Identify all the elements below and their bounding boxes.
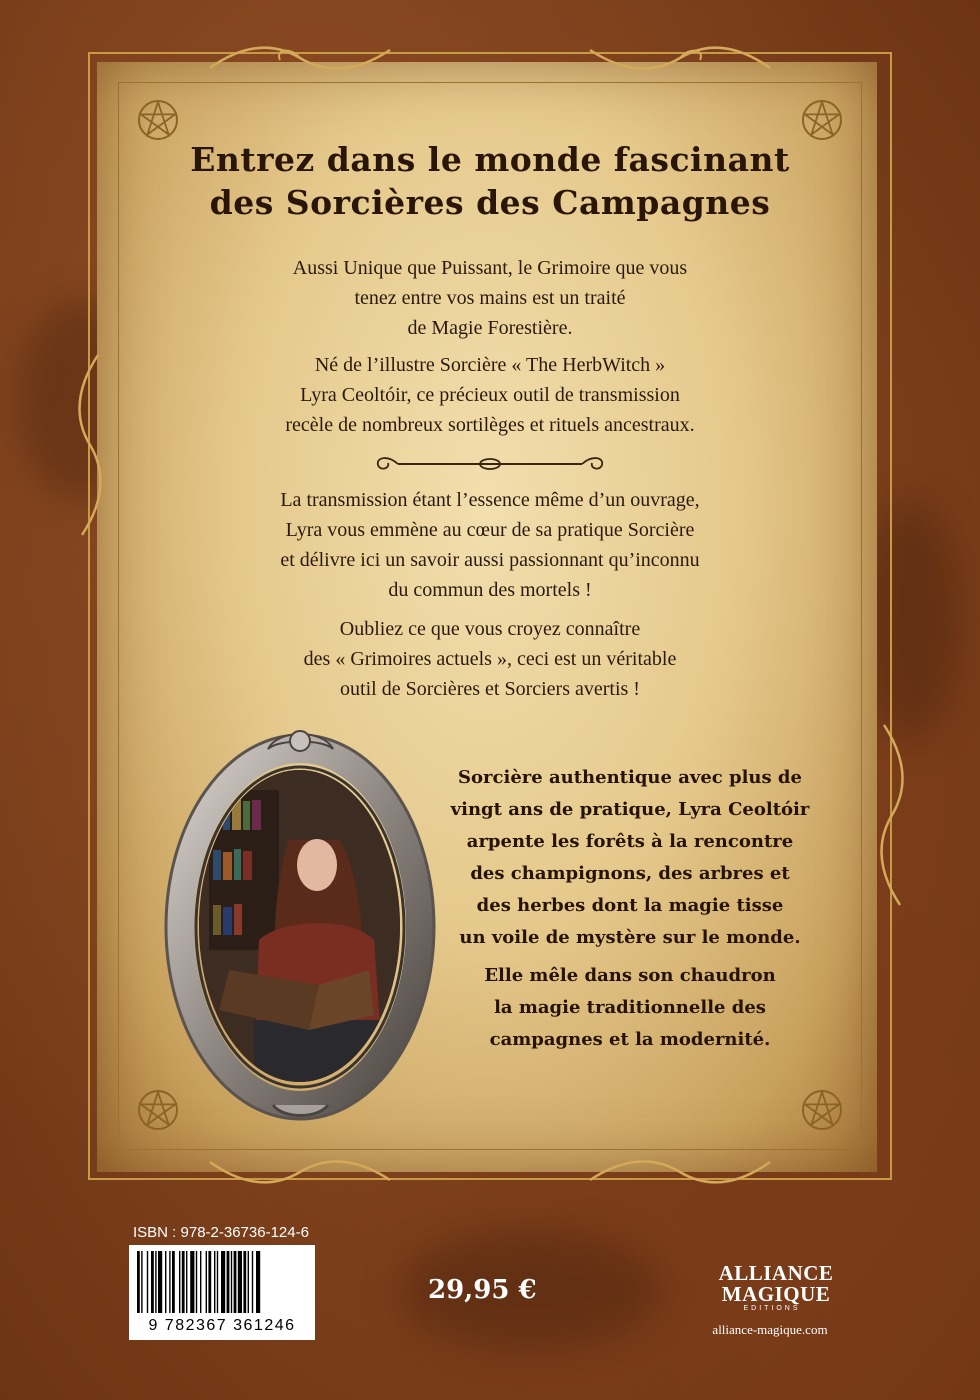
flourish-bottom-right bbox=[585, 1152, 775, 1192]
text-line: et délivre ici un savoir aussi passionnant qu’inconnu bbox=[280, 549, 700, 571]
text-line: Lyra vous emmène au cœur de sa pratique Sorcière bbox=[285, 519, 695, 541]
pentagram-icon bbox=[800, 1088, 844, 1132]
barcode-bar bbox=[217, 1251, 218, 1313]
text-line: vingt ans de pratique, Lyra Ceoltóir bbox=[450, 799, 810, 820]
barcode-bar bbox=[208, 1251, 211, 1313]
barcode-bar bbox=[238, 1251, 242, 1313]
text-line: Lyra Ceoltóir, ce précieux outil de transmission bbox=[300, 384, 680, 406]
barcode-bar bbox=[206, 1251, 207, 1313]
barcode-bar bbox=[182, 1251, 185, 1313]
publisher-logo-line-2: MAGIQUE bbox=[721, 1282, 831, 1306]
flourish-right bbox=[872, 720, 912, 910]
barcode-bar bbox=[151, 1251, 154, 1313]
author-bio-paragraph-2 bbox=[430, 960, 830, 1056]
pentagram-icon bbox=[800, 98, 844, 142]
barcode-bar bbox=[252, 1251, 253, 1313]
barcode-number: 9 782367 361246 bbox=[148, 1317, 296, 1334]
text-line: tenez entre vos mains est un traité bbox=[354, 287, 626, 309]
isbn-label: ISBN : 978-2-36736-124-6 bbox=[133, 1224, 309, 1241]
text-line: du commun des mortels ! bbox=[388, 579, 592, 601]
barcode-bar bbox=[248, 1251, 249, 1313]
text-line: outil de Sorcières et Sorciers avertis ! bbox=[340, 678, 640, 700]
barcode-bar bbox=[141, 1251, 142, 1313]
publisher-website: alliance-magique.com bbox=[712, 1322, 828, 1337]
barcode-bars bbox=[129, 1245, 315, 1315]
text-line: La transmission étant l’essence même d’un ouvrage, bbox=[280, 489, 700, 511]
text-line: campagnes et la modernité. bbox=[489, 1029, 771, 1050]
author-bio-paragraph-1 bbox=[420, 762, 840, 954]
text-line: un voile de mystère sur le monde. bbox=[459, 927, 801, 948]
flourish-bottom-left bbox=[205, 1152, 395, 1192]
text-line: Sorcière authentique avec plus de bbox=[458, 767, 802, 788]
publisher-logo-line-1: ALLIANCE bbox=[718, 1261, 834, 1285]
barcode-bar bbox=[200, 1251, 201, 1313]
barcode-bar bbox=[155, 1251, 156, 1313]
text-line: des champignons, des arbres et bbox=[470, 863, 790, 884]
barcode-bar bbox=[227, 1251, 230, 1313]
text-line: Elle mêle dans son chaudron bbox=[484, 965, 776, 986]
flourish-top-right bbox=[585, 38, 775, 78]
text-line: arpente les forêts à la rencontre bbox=[466, 831, 794, 852]
text-line: recèle de nombreux sortilèges et rituels ancestraux. bbox=[285, 414, 695, 436]
barcode-bar bbox=[256, 1251, 260, 1313]
text-line: la magie traditionnelle des bbox=[494, 997, 766, 1018]
flourish-top-left bbox=[205, 38, 395, 78]
text-line: Né de l’illustre Sorcière « The HerbWitch » bbox=[314, 354, 666, 376]
publisher-logo bbox=[706, 1263, 846, 1305]
barcode-bar bbox=[186, 1251, 187, 1313]
headline-line-1: Entrez dans le monde fascinant bbox=[190, 140, 790, 179]
flourish-left bbox=[70, 350, 110, 540]
barcode-bar bbox=[221, 1251, 225, 1313]
intro-paragraph-1 bbox=[170, 253, 810, 343]
barcode-bar bbox=[214, 1251, 215, 1313]
barcode-bar bbox=[243, 1251, 246, 1313]
barcode-bar bbox=[165, 1251, 166, 1313]
barcode-bar bbox=[234, 1251, 237, 1313]
intro-paragraph-2 bbox=[170, 350, 810, 440]
text-line: Oubliez ce que vous croyez connaître bbox=[339, 618, 641, 640]
barcode-bar bbox=[190, 1251, 194, 1313]
text-line: de Magie Forestière. bbox=[407, 317, 573, 339]
barcode-bar bbox=[231, 1251, 232, 1313]
pentagram-icon bbox=[136, 98, 180, 142]
intro-paragraph-3 bbox=[170, 485, 810, 605]
price: 29,95 € bbox=[428, 1275, 537, 1305]
barcode bbox=[129, 1245, 315, 1340]
publisher-logo-sub: EDITIONS bbox=[743, 1305, 801, 1312]
barcode-bar bbox=[179, 1251, 180, 1313]
headline-line-2: des Sorcières des Campagnes bbox=[209, 183, 771, 222]
barcode-bar bbox=[158, 1251, 162, 1313]
text-line: des « Grimoires actuels », ceci est un véritable bbox=[303, 648, 677, 670]
barcode-bar bbox=[147, 1251, 148, 1313]
ornamental-divider bbox=[368, 453, 612, 475]
intro-paragraph-4 bbox=[170, 614, 810, 704]
text-line: des herbes dont la magie tisse bbox=[476, 895, 784, 916]
ornate-mirror-frame bbox=[163, 727, 438, 1122]
barcode-bar bbox=[196, 1251, 197, 1313]
barcode-bar bbox=[137, 1251, 140, 1313]
barcode-bar bbox=[172, 1251, 175, 1313]
text-line: Aussi Unique que Puissant, le Grimoire que vous bbox=[292, 257, 688, 279]
barcode-bar bbox=[169, 1251, 170, 1313]
